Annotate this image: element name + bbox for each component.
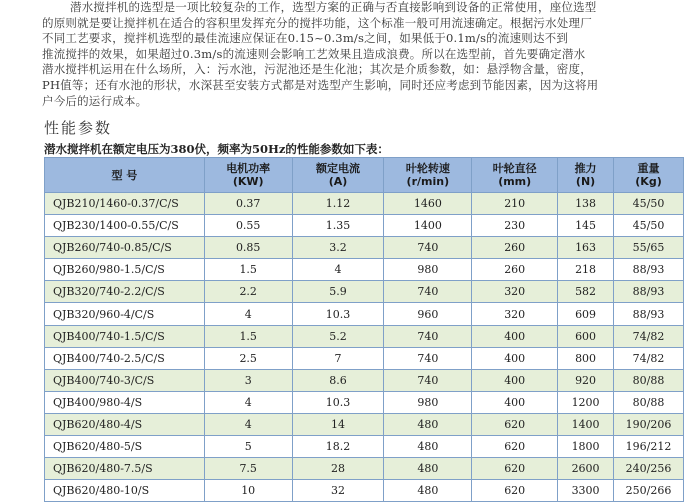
cell-thrust: 1200 xyxy=(558,391,614,413)
table-row xyxy=(45,369,684,391)
table-header-row xyxy=(45,158,684,193)
cell-thrust: 920 xyxy=(558,369,614,391)
cell-weight: 190/206 xyxy=(614,413,684,435)
cell-thrust: 582 xyxy=(558,281,614,303)
cell-speed: 980 xyxy=(384,259,472,281)
cell-thrust: 1400 xyxy=(558,413,614,435)
cell-speed: 1460 xyxy=(384,193,472,215)
cell-model: QJB400/980-4/S xyxy=(45,391,205,413)
cell-current: 5.9 xyxy=(292,281,384,303)
cell-current: 10.3 xyxy=(292,391,384,413)
cell-thrust: 800 xyxy=(558,347,614,369)
cell-power: 0.85 xyxy=(204,237,292,259)
cell-power: 4 xyxy=(204,303,292,325)
cell-diameter: 260 xyxy=(472,259,558,281)
cell-diameter: 230 xyxy=(472,215,558,237)
intro-line: PH值等；还有水池的形状，水深甚至安装方式都是对选型产生影响，同时还应考虑到节能因素，因为这将用 xyxy=(42,77,599,92)
cell-weight: 196/212 xyxy=(614,436,684,458)
cell-speed: 740 xyxy=(384,237,472,259)
table-row xyxy=(45,413,684,435)
table-row xyxy=(45,237,684,259)
cell-weight: 45/50 xyxy=(614,215,684,237)
cell-current: 28 xyxy=(292,458,384,480)
cell-power: 4 xyxy=(204,391,292,413)
table-row xyxy=(45,325,684,347)
cell-model: QJB230/1400-0.55/C/S xyxy=(45,215,205,237)
cell-weight: 250/266 xyxy=(614,480,684,502)
cell-diameter: 400 xyxy=(472,391,558,413)
cell-model: QJB620/480-10/S xyxy=(45,480,205,502)
cell-model: QJB400/740-3/C/S xyxy=(45,369,205,391)
cell-thrust: 1800 xyxy=(558,436,614,458)
cell-thrust: 218 xyxy=(558,259,614,281)
header-speed: 叶轮转速 (r/min) xyxy=(384,158,472,193)
cell-power: 1.5 xyxy=(204,325,292,347)
cell-power: 0.37 xyxy=(204,193,292,215)
cell-thrust: 163 xyxy=(558,237,614,259)
cell-model: QJB620/480-5/S xyxy=(45,436,205,458)
cell-model: QJB620/480-7.5/S xyxy=(45,458,205,480)
header-model: 型 号 xyxy=(45,158,205,193)
header-diameter: 叶轮直径 (mm) xyxy=(472,158,558,193)
cell-thrust: 138 xyxy=(558,193,614,215)
cell-diameter: 320 xyxy=(472,281,558,303)
cell-current: 5.2 xyxy=(292,325,384,347)
intro-paragraph xyxy=(42,0,678,109)
cell-power: 4 xyxy=(204,413,292,435)
cell-speed: 980 xyxy=(384,391,472,413)
table-row xyxy=(45,347,684,369)
table-row xyxy=(45,480,684,502)
header-current: 额定电流 (A) xyxy=(292,158,384,193)
cell-model: QJB400/740-2.5/C/S xyxy=(45,347,205,369)
cell-weight: 55/65 xyxy=(614,237,684,259)
intro-line: 户今后的运行成本。 xyxy=(42,93,148,108)
cell-thrust: 3300 xyxy=(558,480,614,502)
cell-diameter: 320 xyxy=(472,303,558,325)
cell-model: QJB210/1460-0.37/C/S xyxy=(45,193,205,215)
cell-speed: 1400 xyxy=(384,215,472,237)
cell-current: 3.2 xyxy=(292,237,384,259)
intro-line: 的原则就是要让搅拌机在适合的容积里发挥充分的搅拌功能，这个标准一般可用流速确定。根据污水处理厂 xyxy=(42,15,592,30)
intro-line: 不同工艺要求，搅拌机选型的最佳流速应保证在0.15~0.3m/s之间，如果低于0.1m/s的流速则达不到 xyxy=(42,31,569,46)
header-thrust: 推力 (N) xyxy=(558,158,614,193)
section-title: 性能参数 xyxy=(44,119,113,137)
cell-model: QJB400/740-1.5/C/S xyxy=(45,325,205,347)
cell-diameter: 400 xyxy=(472,325,558,347)
cell-speed: 740 xyxy=(384,281,472,303)
cell-thrust: 609 xyxy=(558,303,614,325)
cell-current: 8.6 xyxy=(292,369,384,391)
cell-weight: 240/256 xyxy=(614,458,684,480)
table-row xyxy=(45,193,684,215)
table-row xyxy=(45,303,684,325)
cell-speed: 740 xyxy=(384,347,472,369)
cell-weight: 45/50 xyxy=(614,193,684,215)
cell-diameter: 620 xyxy=(472,436,558,458)
cell-current: 1.12 xyxy=(292,193,384,215)
cell-weight: 80/88 xyxy=(614,369,684,391)
cell-power: 10 xyxy=(204,480,292,502)
intro-line: 潜水搅拌机运用在什么场所，入：污水池，污泥池还是生化池；其次是介质参数，如：悬浮物含量，密度， xyxy=(42,62,592,77)
cell-diameter: 400 xyxy=(472,347,558,369)
cell-thrust: 145 xyxy=(558,215,614,237)
cell-speed: 960 xyxy=(384,303,472,325)
cell-speed: 480 xyxy=(384,458,472,480)
cell-thrust: 2600 xyxy=(558,458,614,480)
cell-model: QJB260/740-0.85/C/S xyxy=(45,237,205,259)
cell-speed: 740 xyxy=(384,325,472,347)
cell-diameter: 620 xyxy=(472,413,558,435)
cell-power: 5 xyxy=(204,436,292,458)
cell-weight: 74/82 xyxy=(614,347,684,369)
intro-line: 潜水搅拌机的选型是一项比较复杂的工作，选型方案的正确与否直接影响到设备的正常使用，座位选型 xyxy=(70,0,597,14)
cell-model: QJB260/980-1.5/C/S xyxy=(45,259,205,281)
cell-current: 32 xyxy=(292,480,384,502)
cell-speed: 480 xyxy=(384,480,472,502)
table-row xyxy=(45,436,684,458)
cell-power: 2.2 xyxy=(204,281,292,303)
cell-current: 10.3 xyxy=(292,303,384,325)
table-row xyxy=(45,391,684,413)
cell-speed: 740 xyxy=(384,369,472,391)
cell-power: 2.5 xyxy=(204,347,292,369)
cell-weight: 74/82 xyxy=(614,325,684,347)
cell-thrust: 600 xyxy=(558,325,614,347)
cell-power: 0.55 xyxy=(204,215,292,237)
table-row xyxy=(45,281,684,303)
cell-diameter: 620 xyxy=(472,480,558,502)
cell-diameter: 260 xyxy=(472,237,558,259)
table-caption: 潜水搅拌机在额定电压为380伏，频率为50Hz的性能参数如下表： xyxy=(44,142,389,156)
cell-weight: 88/93 xyxy=(614,303,684,325)
cell-current: 18.2 xyxy=(292,436,384,458)
table-row xyxy=(45,259,684,281)
cell-diameter: 210 xyxy=(472,193,558,215)
cell-speed: 480 xyxy=(384,436,472,458)
performance-table xyxy=(44,157,684,502)
table-row xyxy=(45,458,684,480)
cell-current: 4 xyxy=(292,259,384,281)
cell-power: 7.5 xyxy=(204,458,292,480)
cell-speed: 480 xyxy=(384,413,472,435)
cell-current: 7 xyxy=(292,347,384,369)
cell-power: 3 xyxy=(204,369,292,391)
cell-weight: 80/88 xyxy=(614,391,684,413)
cell-model: QJB620/480-4/S xyxy=(45,413,205,435)
table-row xyxy=(45,215,684,237)
header-weight: 重量 (Kg) xyxy=(614,158,684,193)
cell-weight: 88/93 xyxy=(614,259,684,281)
cell-power: 1.5 xyxy=(204,259,292,281)
intro-line: 推流搅拌的效果，如果超过0.3m/s的流速则会影响工艺效果且造成浪费。所以在选型前，首先要确定潜水 xyxy=(42,46,586,61)
cell-diameter: 400 xyxy=(472,369,558,391)
cell-weight: 88/93 xyxy=(614,281,684,303)
table-body xyxy=(45,193,684,502)
header-power: 电机功率 (KW) xyxy=(204,158,292,193)
cell-diameter: 620 xyxy=(472,458,558,480)
cell-model: QJB320/960-4/C/S xyxy=(45,303,205,325)
cell-model: QJB320/740-2.2/C/S xyxy=(45,281,205,303)
cell-current: 1.35 xyxy=(292,215,384,237)
cell-current: 14 xyxy=(292,413,384,435)
